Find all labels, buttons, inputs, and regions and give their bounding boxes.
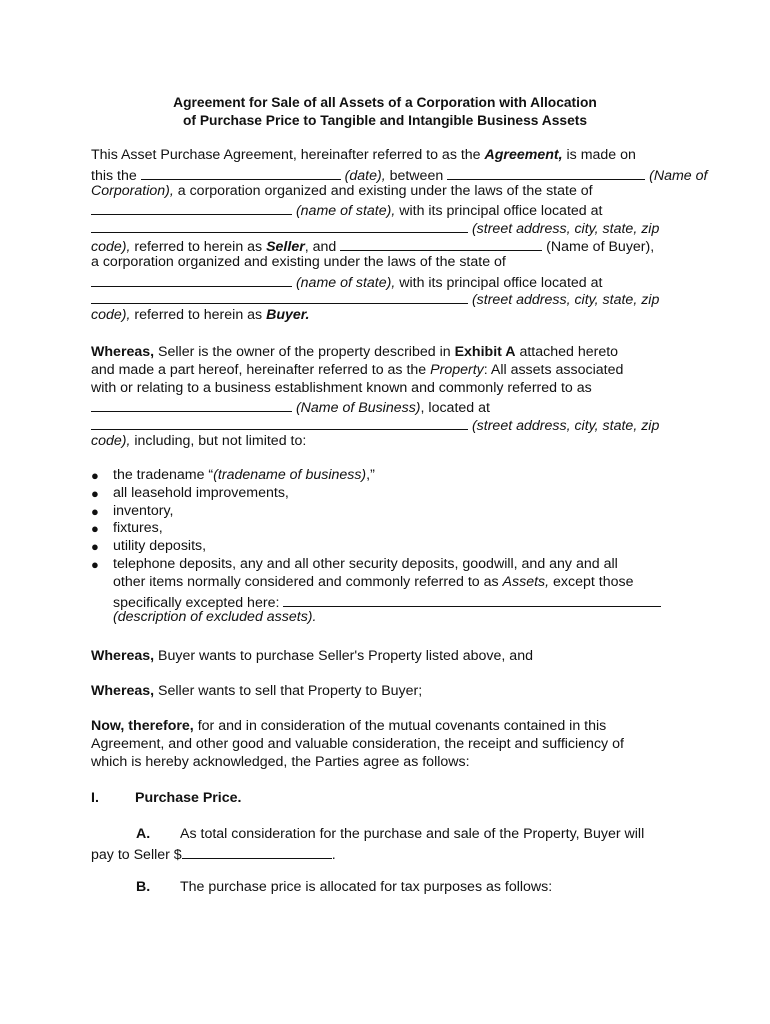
list-item	[91, 520, 691, 538]
list-item-text: except those	[549, 573, 634, 590]
state-hint: (name of state),	[292, 203, 396, 220]
bullet-icon: ●	[91, 556, 99, 572]
section-purchase-price	[91, 790, 691, 808]
agreement-term: Agreement,	[484, 147, 563, 163]
now-therefore-label: Now, therefore,	[91, 718, 194, 734]
buyer-address-blank[interactable]	[91, 289, 468, 304]
intro-text: This Asset Purchase Agreement, hereinafter referred to as the	[91, 147, 485, 163]
clause-a	[91, 826, 691, 862]
intro-paragraph	[91, 147, 708, 325]
date-blank[interactable]	[141, 165, 341, 180]
whereas-property-paragraph	[91, 344, 691, 451]
list-item	[91, 485, 691, 503]
list-item-text: ,”	[366, 467, 375, 483]
list-item-text: all leasehold improvements,	[113, 484, 289, 501]
whereas-label: Whereas,	[91, 683, 155, 699]
list-item-text: the tradename “	[113, 467, 214, 483]
document-title	[0, 94, 770, 130]
exhibit-label: Exhibit A	[454, 344, 516, 360]
seller-term: Seller	[266, 238, 305, 255]
bullet-icon: ●	[91, 539, 99, 555]
business-name-blank[interactable]	[91, 397, 292, 412]
bullet-icon: ●	[91, 485, 99, 501]
clause-text: The purchase price is allocated for tax purposes as follows:	[180, 879, 553, 895]
purchase-price-blank[interactable]	[182, 844, 332, 859]
whereas-text: : All assets associated	[483, 361, 624, 378]
intro-text: a corporation organized and existing under the laws of the state of	[173, 182, 593, 199]
address-hint: (street address, city, state, zip	[468, 221, 660, 238]
intro-text: referred to herein as	[130, 307, 267, 324]
buyer-state-blank[interactable]	[91, 272, 292, 287]
buyer-name-blank[interactable]	[340, 236, 542, 251]
title-line-2: of Purchase Price to Tangible and Intangible Business Assets	[182, 113, 588, 128]
clause-text: pay to Seller $	[91, 846, 182, 863]
intro-text: a corporation organized and existing under the laws of the state of	[91, 253, 506, 270]
address-hint: code),	[91, 238, 131, 255]
corporation-name-hint: Corporation),	[91, 182, 174, 199]
tradename-hint: (tradename of business)	[213, 467, 367, 483]
clause-label: A.	[136, 826, 151, 842]
whereas-text: including, but not limited to:	[130, 432, 307, 449]
intro-text: with its principal office located at	[395, 274, 603, 291]
intro-text: between	[385, 167, 448, 184]
title-line-1: Agreement for Sale of all Assets of a Corporation with Allocation	[173, 95, 597, 110]
section-title: Purchase Price.	[135, 790, 242, 806]
address-hint: code),	[91, 307, 131, 324]
clause-text: .	[331, 846, 336, 863]
whereas-buyer-paragraph	[91, 648, 691, 666]
property-term: Property	[430, 361, 484, 378]
seller-address-blank[interactable]	[91, 218, 468, 233]
business-name-hint: (Name of Business)	[292, 400, 421, 417]
whereas-text: with or relating to a business establishment known and commonly referred to as	[91, 379, 592, 396]
paragraph-text: which is hereby acknowledged, the Parties agree as follows:	[91, 753, 470, 770]
assets-term: Assets,	[502, 573, 550, 590]
list-item-text: utility deposits,	[113, 538, 207, 555]
assets-list	[91, 467, 691, 627]
intro-text: with its principal office located at	[395, 203, 603, 220]
whereas-label: Whereas,	[91, 344, 155, 360]
paragraph-text: for and in consideration of the mutual covenants contained in this	[193, 718, 607, 734]
corporation-name-blank[interactable]	[447, 165, 645, 180]
buyer-name-hint: (Name of Buyer),	[542, 238, 655, 255]
bullet-icon: ●	[91, 468, 99, 483]
date-hint: (date),	[340, 167, 386, 184]
whereas-text: Seller wants to sell that Property to Buyer;	[154, 683, 423, 699]
list-item	[91, 556, 691, 627]
intro-text: is made on	[562, 147, 636, 163]
whereas-text: Seller is the owner of the property described in	[154, 344, 455, 360]
clause-text: As total consideration for the purchase and sale of the Property, Buyer will	[180, 826, 645, 842]
list-item-text: specifically excepted here:	[113, 594, 284, 611]
whereas-text: and made a part hereof, hereinafter referred to as the	[91, 361, 431, 378]
bullet-icon: ●	[91, 503, 99, 519]
list-item	[91, 467, 691, 485]
whereas-text: attached hereto	[515, 344, 619, 360]
corporation-name-hint: (Name of	[645, 167, 708, 184]
whereas-text: , located at	[420, 400, 490, 417]
clause-b	[91, 879, 691, 897]
intro-text: referred to herein as	[130, 238, 267, 255]
business-address-blank[interactable]	[91, 415, 468, 430]
intro-text: this the	[91, 167, 141, 184]
address-hint: code),	[91, 432, 131, 449]
whereas-text: Buyer wants to purchase Seller's Property listed above, and	[154, 648, 533, 664]
intro-text: , and	[304, 238, 341, 255]
address-hint: (street address, city, state, zip	[468, 292, 660, 309]
list-item-text: inventory,	[113, 502, 174, 519]
list-item-text: fixtures,	[113, 520, 163, 537]
now-therefore-paragraph	[91, 718, 691, 771]
buyer-term: Buyer.	[266, 307, 310, 324]
state-hint: (name of state),	[292, 274, 396, 291]
paragraph-text: Agreement, and other good and valuable consideration, the receipt and sufficiency of	[91, 735, 624, 752]
excluded-assets-blank[interactable]	[283, 592, 661, 607]
list-item-text: other items normally considered and commonly referred to as	[113, 573, 503, 590]
clause-label: B.	[136, 879, 151, 895]
address-hint: (street address, city, state, zip	[468, 418, 660, 435]
section-number: I.	[91, 790, 99, 806]
list-item-text: telephone deposits, any and all other security deposits, goodwill, and any and all	[113, 555, 618, 572]
list-item	[91, 538, 691, 556]
bullet-icon: ●	[91, 521, 99, 537]
seller-state-blank[interactable]	[91, 200, 292, 215]
whereas-label: Whereas,	[91, 648, 155, 664]
excluded-assets-hint: (description of excluded assets).	[113, 609, 317, 626]
list-item	[91, 503, 691, 521]
whereas-seller-paragraph	[91, 683, 691, 701]
